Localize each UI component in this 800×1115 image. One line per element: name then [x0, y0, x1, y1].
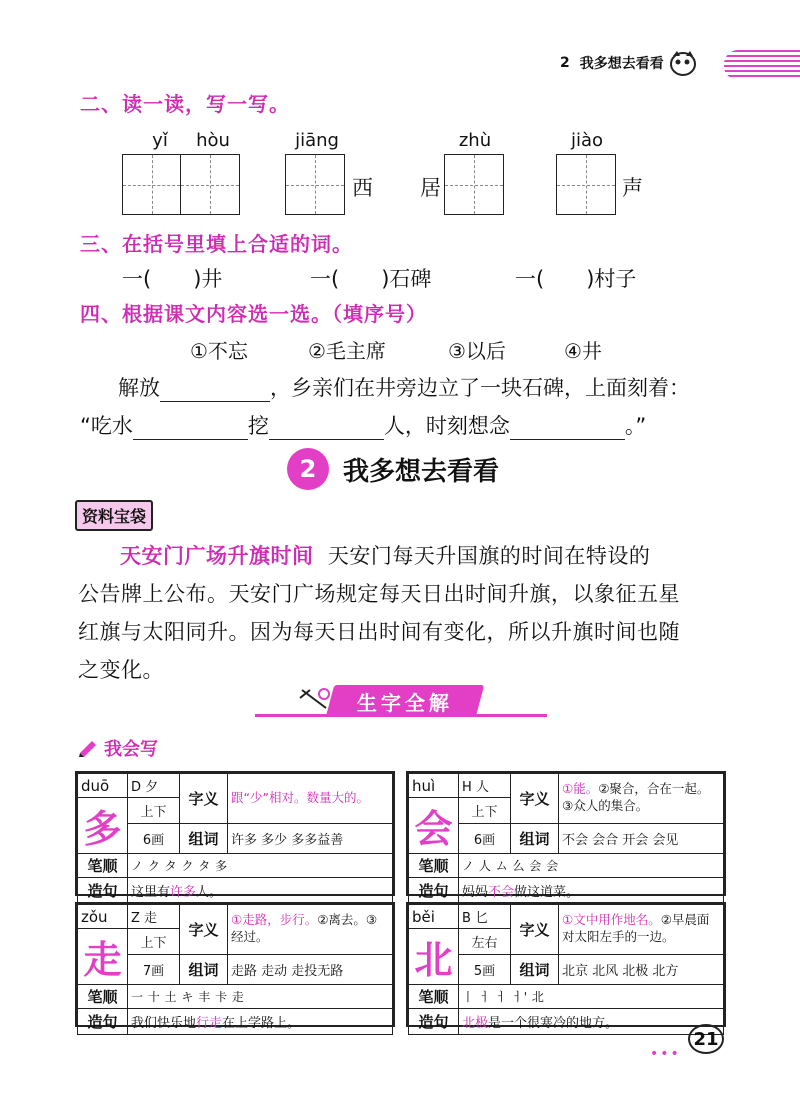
order-label: 笔顺 — [78, 985, 128, 1009]
card-structure: 左右 — [459, 929, 511, 955]
sentence-highlight: 不会 — [488, 885, 515, 900]
card-strokes: 6画 — [459, 823, 511, 853]
info-line — [120, 540, 650, 570]
text-segment: 。” — [624, 414, 647, 438]
card-meaning — [228, 905, 393, 955]
banner-label: 生字全解 — [357, 690, 453, 715]
meaning-text: ②离去。③经过。 — [231, 912, 378, 945]
order-label: 笔顺 — [78, 854, 128, 878]
cartoon-face-icon — [668, 50, 698, 76]
card-big-character: 走 — [78, 929, 128, 985]
header-stripe-decoration — [724, 50, 800, 80]
meaning-text: ②聚合，合在一起。③众人的集合。 — [562, 781, 710, 814]
header-chapter-title: 我多想去看看 — [579, 56, 664, 72]
sentence-label: 造句 — [409, 1009, 459, 1035]
given-character: 声 — [622, 176, 643, 200]
sentence-highlight: 行走 — [196, 1016, 223, 1031]
card-stroke-order: ノ 人 ム 么 会 会 — [459, 854, 724, 878]
info-heading: 天安门广场升旗时间 — [120, 544, 314, 568]
info-line: 红旗与太阳同升。因为每天日出时间有变化，所以升旗时间也随 — [78, 620, 680, 644]
option-1: ①不忘 — [190, 339, 248, 363]
sentence-label: 造句 — [78, 1009, 128, 1035]
sentence-text: 这里有 — [131, 885, 171, 900]
meaning-label: 字义 — [180, 774, 228, 824]
radical-letter: D — [131, 780, 142, 795]
lesson-title-text: 我多想去看看 — [343, 456, 500, 487]
card-big-character: 多 — [78, 798, 128, 854]
text-segment: 人，时刻想念 — [383, 414, 510, 438]
order-label: 笔顺 — [409, 854, 459, 878]
radical-letter: B — [462, 911, 471, 926]
pencil-icon — [78, 739, 98, 757]
card-stroke-order: ノ ク タ ク タ 多 — [128, 854, 393, 878]
section-3-title: 三、在括号里填上合适的词。 — [80, 232, 353, 256]
card-words: 不会 会合 开会 会见 — [559, 823, 724, 853]
answer-blank[interactable] — [269, 418, 384, 440]
writing-grid[interactable] — [285, 154, 345, 215]
lesson-title — [287, 448, 499, 490]
info-line: 公告牌上公布。天安门广场规定每天日出时间升旗，以象征五星 — [78, 582, 680, 606]
card-sentence — [459, 878, 724, 904]
card-meaning — [559, 774, 724, 824]
card-structure: 上下 — [128, 929, 180, 955]
answer-blank[interactable] — [510, 418, 625, 440]
words-label: 组词 — [180, 823, 228, 853]
card-pinyin: huì — [409, 774, 459, 798]
text-segment: 挖 — [247, 414, 269, 438]
writing-grid[interactable] — [122, 154, 240, 215]
meaning-highlight: ①走路，步行。 — [231, 912, 318, 928]
pinyin-label: zhù — [458, 130, 492, 151]
section-4-title: 四、根据课文内容选一选。（填序号） — [80, 302, 427, 326]
writing-grid[interactable] — [444, 154, 504, 215]
pinyin-label: jiāng — [295, 130, 339, 151]
card-radical — [459, 774, 511, 798]
character-card — [406, 771, 726, 900]
question-line-1 — [118, 372, 690, 402]
pinyin-label: jiào — [570, 130, 604, 151]
fill-blank-item[interactable]: 一( )村子 — [515, 267, 637, 291]
answer-blank[interactable] — [160, 380, 270, 402]
card-pinyin: běi — [409, 905, 459, 929]
running-header — [560, 50, 698, 76]
lesson-number-badge: 2 — [287, 448, 329, 490]
character-card — [406, 902, 726, 1031]
radical-char: 走 — [144, 911, 158, 926]
subsection-label: 我会写 — [104, 739, 158, 760]
radical-char: 夕 — [145, 780, 159, 795]
card-strokes: 6画 — [128, 823, 180, 853]
card-pinyin: zǒu — [78, 905, 128, 929]
card-strokes: 5画 — [459, 954, 511, 984]
info-text: 天安门每天升国旗的时间在特设的 — [327, 544, 651, 568]
card-words: 许多 多少 多多益善 — [228, 823, 393, 853]
pinyin-label: hòu — [196, 130, 230, 151]
card-sentence — [128, 1009, 393, 1035]
sentence-text: 是一个很寒冷的地方。 — [488, 1016, 619, 1031]
card-stroke-order: 丨 ㅓ ㅓ ㅓ' 北 — [459, 985, 724, 1009]
text-segment: ，乡亲们在井旁边立了一块石碑，上面刻着： — [270, 376, 690, 400]
words-label: 组词 — [180, 954, 228, 984]
question-line-2 — [80, 410, 646, 440]
answer-blank[interactable] — [133, 418, 248, 440]
sentence-text: 妈妈 — [462, 885, 489, 900]
sentence-label: 造句 — [78, 878, 128, 904]
writing-grid[interactable] — [556, 154, 616, 215]
meaning-label: 字义 — [180, 905, 228, 955]
meaning-label: 字义 — [511, 774, 559, 824]
card-words: 走路 走动 走投无路 — [228, 954, 393, 984]
given-character: 居 — [420, 176, 441, 200]
radical-letter: H — [462, 780, 472, 795]
sentence-text: 在上学路上。 — [222, 1016, 301, 1031]
pinyin-label: yǐ — [152, 130, 168, 151]
card-words: 北京 北风 北极 北方 — [559, 954, 724, 984]
character-card — [75, 771, 395, 900]
sentence-label: 造句 — [409, 878, 459, 904]
section-banner — [326, 685, 485, 717]
radical-char: 匕 — [475, 911, 489, 926]
card-structure: 上下 — [128, 798, 180, 824]
option-3: ③以后 — [448, 339, 506, 363]
option-2: ②毛主席 — [308, 339, 386, 363]
card-pinyin: duō — [78, 774, 128, 798]
radical-letter: Z — [131, 911, 140, 926]
meaning-highlight: ①文中用作地名。 — [562, 912, 661, 928]
fill-blank-item[interactable]: 一( )石碑 — [310, 267, 432, 291]
character-card — [75, 902, 395, 1031]
sentence-highlight: 北极 — [462, 1016, 489, 1031]
sentence-text: 人。 — [196, 885, 223, 900]
words-label: 组词 — [511, 823, 559, 853]
card-big-character: 会 — [409, 798, 459, 854]
option-4: ④井 — [564, 339, 602, 363]
sentence-text: 我们快乐地 — [131, 1016, 197, 1031]
page-dots-decoration: ••• — [650, 1046, 681, 1062]
card-radical — [128, 905, 180, 929]
sentence-text: 做这道菜。 — [514, 885, 580, 900]
radical-char: 人 — [475, 780, 489, 795]
meaning-highlight: 跟“少”相对。数量大的。 — [231, 789, 369, 805]
header-chapter-number: 2 — [560, 55, 570, 71]
text-segment: 解放 — [118, 376, 160, 400]
card-sentence — [128, 878, 393, 904]
subsection-title — [78, 735, 158, 761]
card-structure: 上下 — [459, 798, 511, 824]
card-meaning — [228, 774, 393, 824]
meaning-highlight: ①能。 — [562, 781, 599, 797]
words-label: 组词 — [511, 954, 559, 984]
card-radical — [459, 905, 511, 929]
meaning-text: ②早晨面对太阳左手的一边。 — [562, 912, 710, 945]
sentence-highlight: 许多 — [170, 885, 197, 900]
card-strokes: 7画 — [128, 954, 180, 984]
text-segment: “吃水 — [80, 414, 133, 438]
order-label: 笔顺 — [409, 985, 459, 1009]
given-character: 西 — [352, 176, 373, 200]
card-big-character: 北 — [409, 929, 459, 985]
fill-blank-item[interactable]: 一( )井 — [122, 267, 223, 291]
info-badge: 资料宝袋 — [75, 500, 153, 531]
info-line: 之变化。 — [78, 658, 164, 682]
card-stroke-order: 一 十 土 キ 丰 卡 走 — [128, 985, 393, 1009]
page-number: 21 — [688, 1024, 724, 1054]
section-2-title: 二、读一读，写一写。 — [80, 92, 290, 116]
card-meaning — [559, 905, 724, 955]
card-radical — [128, 774, 180, 798]
meaning-label: 字义 — [511, 905, 559, 955]
card-sentence — [459, 1009, 724, 1035]
